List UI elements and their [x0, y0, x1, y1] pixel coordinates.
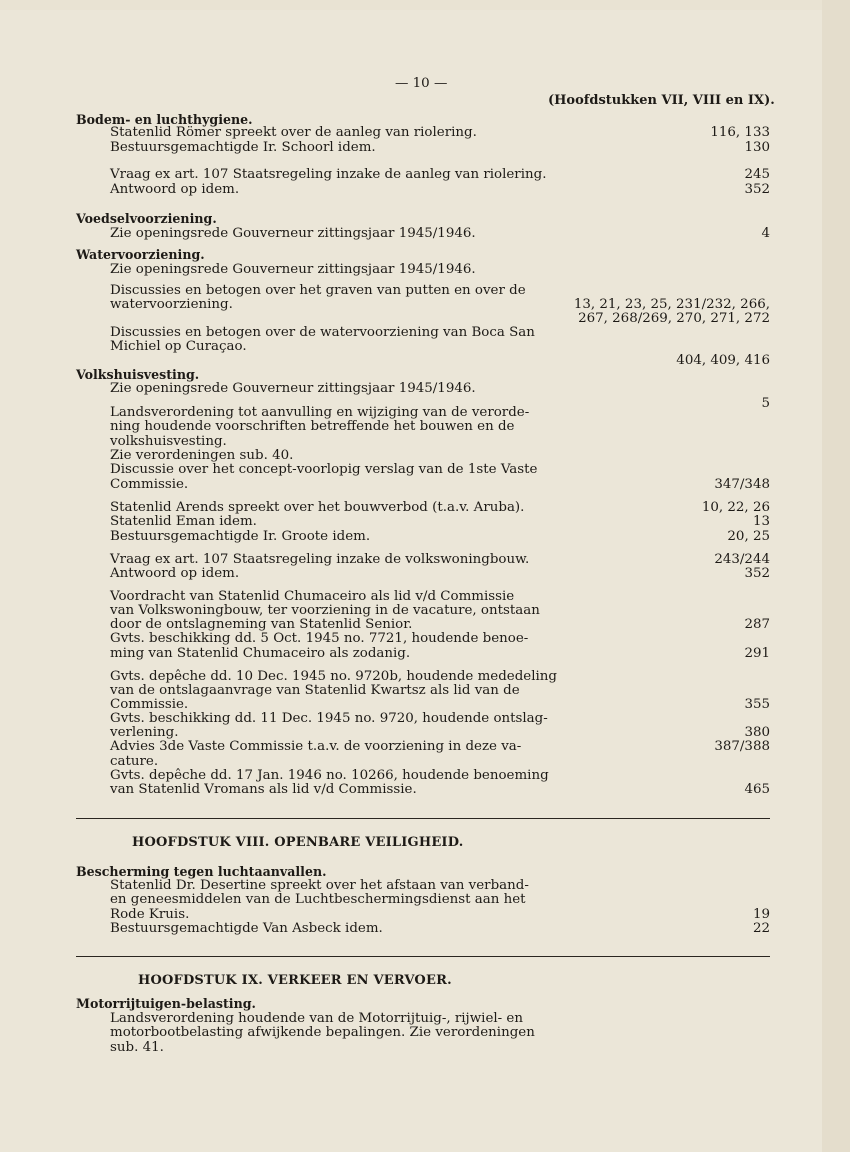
next-page-edge: [822, 0, 850, 1152]
page-ref: 287: [744, 617, 770, 632]
page-ref: 4: [761, 226, 770, 241]
entry-line: Michiel op Curaçao.: [110, 339, 247, 354]
page-ref: 13, 21, 23, 25, 231/232, 266,: [573, 297, 770, 312]
entry-line: ning houdende voorschriften betreffende het bouwen en de: [110, 419, 515, 434]
page-number: — 10 —: [395, 76, 448, 91]
entry-line: volkshuisvesting.: [110, 434, 227, 449]
entry-line: Gvts. beschikking dd. 11 Dec. 1945 no. 9720, houdende ontslag-: [110, 711, 548, 726]
section-divider: [76, 818, 770, 819]
entry-line: en geneesmiddelen van de Luchtbeschermingsdienst aan het: [110, 892, 526, 907]
entry-line: Discussies en betogen over het graven van putten en over de: [110, 283, 526, 298]
entry-line: Gvts. depêche dd. 17 Jan. 1946 no. 10266, houdende benoeming: [110, 768, 549, 783]
entry-line: Gvts. depêche dd. 10 Dec. 1945 no. 9720b, houdende mededeling: [110, 669, 557, 684]
entry-line: Landsverordening houdende van de Motorrijtuig-, rijwiel- en: [110, 1011, 523, 1026]
entry-line: Zie openingsrede Gouverneur zittingsjaar 1945/1946.: [110, 226, 476, 241]
entry-line: Voordracht van Statenlid Chumaceiro als lid v/d Commissie: [110, 589, 515, 604]
entry-line: Discussie over het concept-voorlopig verslag van de 1ste Vaste: [110, 462, 538, 477]
entry-line: watervoorziening.: [110, 297, 233, 312]
entry-line: Statenlid Dr. Desertine spreekt over het afstaan van verband-: [110, 878, 529, 893]
page-ref: 465: [744, 782, 770, 797]
entry-line: Statenlid Römer spreekt over de aanleg van riolering.: [110, 125, 477, 140]
page-ref: 387/388: [714, 739, 770, 754]
entry-line: Statenlid Arends spreekt over het bouwverbod (t.a.v. Aruba).: [110, 500, 525, 515]
entry-line: Antwoord op idem.: [110, 182, 240, 197]
entry-line: sub. 41.: [110, 1040, 164, 1055]
section-heading: Watervoorziening.: [76, 247, 205, 262]
page-ref: 291: [744, 646, 770, 661]
section-heading: Bescherming tegen luchtaanvallen.: [76, 864, 327, 879]
entry-line: motorbootbelasting afwijkende bepalingen. Zie verordeningen: [110, 1025, 535, 1040]
page-ref: 13: [752, 514, 770, 529]
entry-line: van Volkswoningbouw, ter voorziening in de vacature, ontstaan: [110, 603, 540, 618]
section-heading: Voedselvoorziening.: [76, 211, 217, 226]
page-ref: 243/244: [714, 552, 770, 567]
entry-line: Gvts. beschikking dd. 5 Oct. 1945 no. 7721, houdende benoe-: [110, 631, 529, 646]
entry-line: cature.: [110, 754, 159, 769]
entry-line: Vraag ex art. 107 Staatsregeling inzake de volkswoningbouw.: [110, 552, 530, 567]
entry-line: Zie openingsrede Gouverneur zittingsjaar 1945/1946.: [110, 262, 476, 277]
page-ref: 352: [744, 566, 770, 581]
chapter-title: HOOFDSTUK IX. VERKEER EN VERVOER.: [138, 973, 452, 988]
entry-line: verlening.: [110, 725, 179, 740]
entry-line: Vraag ex art. 107 Staatsregeling inzake de aanleg van riolering.: [110, 167, 547, 182]
entry-line: Zie verordeningen sub. 40.: [110, 448, 294, 463]
section-heading: Volkshuisvesting.: [76, 367, 200, 382]
entry-line: Advies 3de Vaste Commissie t.a.v. de voorziening in deze va-: [110, 739, 522, 754]
entry-line: Statenlid Eman idem.: [110, 514, 257, 529]
page-ref: 116, 133: [710, 125, 770, 140]
chapter-range: (Hoofdstukken VII, VIII en IX).: [548, 93, 775, 108]
chapter-title: HOOFDSTUK VIII. OPENBARE VEILIGHEID.: [132, 835, 464, 850]
entry-line: van de ontslagaanvrage van Statenlid Kwartsz als lid van de: [110, 683, 520, 698]
page-ref: 355: [744, 697, 770, 712]
entry-line: Bestuursgemachtigde Ir. Groote idem.: [110, 529, 371, 544]
page-ref: 352: [744, 182, 770, 197]
page-ref: 347/348: [714, 477, 770, 492]
entry-line: door de ontslagneming van Statenlid Senior.: [110, 617, 413, 632]
entry-line: Discussies en betogen over de watervoorziening van Boca San: [110, 325, 535, 340]
page-ref: 267, 268/269, 270, 271, 272: [578, 311, 770, 326]
page-ref: 130: [744, 140, 770, 155]
entry-line: Commissie.: [110, 697, 189, 712]
section-heading: Bodem- en luchthygiene.: [76, 112, 253, 127]
entry-line: Rode Kruis.: [110, 907, 190, 922]
section-heading: Motorrijtuigen-belasting.: [76, 996, 256, 1011]
entry-line: Zie openingsrede Gouverneur zittingsjaar 1945/1946.: [110, 381, 476, 396]
entry-line: ming van Statenlid Chumaceiro als zodanig.: [110, 646, 411, 661]
page-ref: 245: [744, 167, 770, 182]
entry-line: Commissie.: [110, 477, 189, 492]
page-ref: 10, 22, 26: [701, 500, 770, 515]
page-ref: 5: [761, 396, 770, 411]
entry-line: Bestuursgemachtigde Ir. Schoorl idem.: [110, 140, 376, 155]
page-ref: 20, 25: [727, 529, 770, 544]
entry-line: Antwoord op idem.: [110, 566, 240, 581]
page-ref: 22: [752, 921, 770, 936]
page-ref: 19: [752, 907, 770, 922]
page-ref: 404, 409, 416: [676, 353, 770, 368]
section-divider: [76, 956, 770, 957]
entry-line: Landsverordening tot aanvulling en wijziging van de verorde-: [110, 405, 530, 420]
page-ref: 380: [744, 725, 770, 740]
entry-line: Bestuursgemachtigde Van Asbeck idem.: [110, 921, 383, 936]
entry-line: van Statenlid Vromans als lid v/d Commissie.: [110, 782, 417, 797]
